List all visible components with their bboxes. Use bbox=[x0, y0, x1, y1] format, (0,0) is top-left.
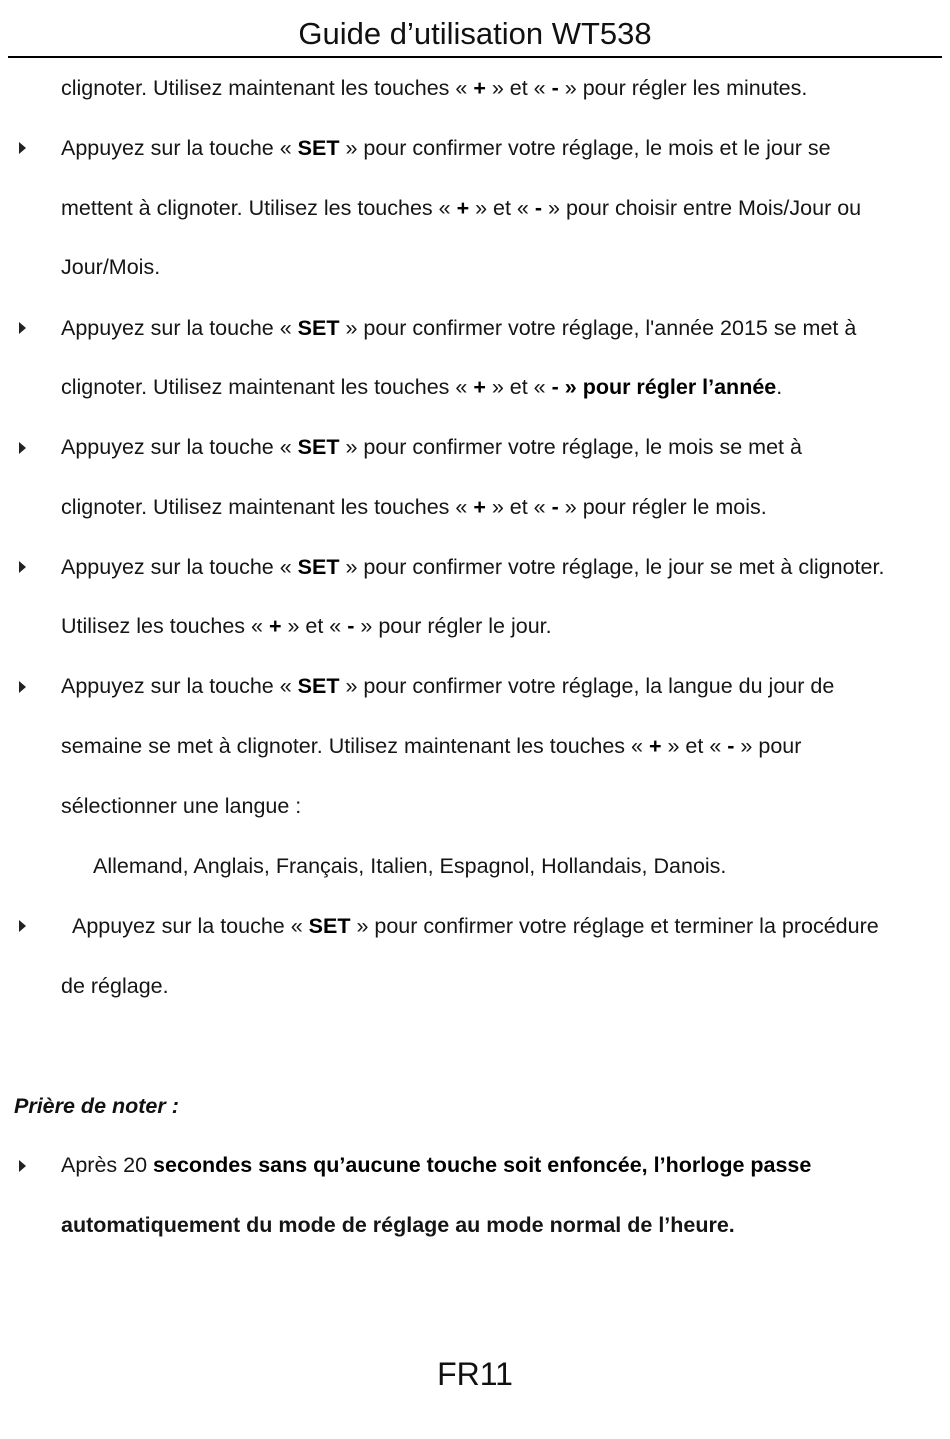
text-span: » pour régler les minutes. bbox=[558, 76, 808, 100]
text-span: » pour confirmer votre réglage, le jour se met à clignoter. bbox=[339, 555, 885, 579]
text-span: » pour confirmer votre réglage, le mois se met à bbox=[339, 435, 802, 459]
text-span: » pour confirmer votre réglage, le mois et le jour se bbox=[339, 136, 831, 160]
text-line bbox=[61, 73, 807, 103]
bullet-arrow-icon bbox=[19, 322, 26, 334]
minus-key: - bbox=[727, 734, 735, 758]
text-line bbox=[61, 731, 801, 761]
note-heading: Prière de noter : bbox=[14, 1094, 179, 1118]
bullet-arrow-icon bbox=[19, 681, 26, 693]
set-key: SET bbox=[297, 136, 340, 160]
bullet-arrow-icon bbox=[19, 142, 26, 154]
page-number: FR11 bbox=[437, 1356, 513, 1392]
text-span: Utilisez les touches « bbox=[61, 614, 269, 638]
text-line bbox=[61, 1150, 811, 1180]
text-span: sélectionner une langue : bbox=[61, 794, 302, 818]
minus-key: - bbox=[534, 196, 543, 220]
text-span: » pour choisir entre Mois/Jour ou bbox=[542, 196, 862, 220]
page-header bbox=[8, 0, 942, 58]
text-span: de réglage. bbox=[61, 974, 169, 998]
text-span: semaine se met à clignoter. Utilisez maintenant les touches « bbox=[61, 734, 649, 758]
text-line bbox=[61, 432, 802, 462]
page-title: Guide d’utilisation WT538 bbox=[298, 16, 652, 51]
set-key: SET bbox=[297, 555, 340, 579]
text-span: » et « bbox=[661, 734, 728, 758]
plus-key: + bbox=[268, 614, 282, 638]
text-line bbox=[61, 791, 301, 821]
bold-phrase: secondes sans qu’aucune touche soit enfoncée, l’horloge passe bbox=[153, 1153, 812, 1177]
text-line bbox=[61, 193, 861, 223]
text-span: clignoter. Utilisez maintenant les touches « bbox=[61, 495, 474, 519]
text-span: » pour confirmer votre réglage, l'année 2015 se met à bbox=[339, 316, 857, 340]
minus-key: - bbox=[551, 76, 559, 100]
plus-key: + bbox=[473, 495, 486, 519]
minus-key: - bbox=[551, 495, 559, 519]
text-span: » pour régler le mois. bbox=[558, 495, 767, 519]
text-line bbox=[72, 911, 879, 941]
text-span: Appuyez sur la touche « bbox=[61, 316, 298, 340]
bullet-arrow-icon bbox=[19, 1160, 26, 1172]
text-span: Appuyez sur la touche « bbox=[61, 136, 298, 160]
text-span: Appuyez sur la touche « bbox=[61, 555, 298, 579]
plus-key: + bbox=[648, 734, 662, 758]
text-span: Appuyez sur la touche « bbox=[72, 914, 309, 938]
text-line bbox=[61, 492, 767, 522]
text-line bbox=[61, 552, 884, 582]
set-key: SET bbox=[297, 435, 340, 459]
plus-key: + bbox=[456, 196, 470, 220]
language-list bbox=[93, 851, 726, 881]
text-line bbox=[61, 611, 552, 641]
text-line bbox=[61, 671, 834, 701]
text-line bbox=[61, 971, 169, 1001]
text-line bbox=[61, 133, 831, 163]
text-line bbox=[61, 252, 160, 282]
minus-key: - bbox=[347, 614, 355, 638]
text-span: » pour confirmer votre réglage et terminer la procédure bbox=[350, 914, 879, 938]
text-span: » pour confirmer votre réglage, la langue du jour de bbox=[339, 674, 835, 698]
text-span: » et « bbox=[281, 614, 348, 638]
text-line bbox=[61, 1210, 735, 1240]
text-span: » et « bbox=[469, 196, 535, 220]
set-key: SET bbox=[297, 316, 340, 340]
bullet-arrow-icon bbox=[19, 561, 26, 573]
text-span: » et « bbox=[485, 375, 552, 399]
text-span: clignoter. Utilisez maintenant les touches « bbox=[61, 375, 474, 399]
text-line bbox=[61, 313, 856, 343]
text-span: » et « bbox=[485, 76, 552, 100]
bullet-arrow-icon bbox=[19, 920, 26, 932]
text-line bbox=[61, 372, 782, 402]
text-span: Après 20 bbox=[61, 1153, 154, 1177]
text-span: Appuyez sur la touche « bbox=[61, 435, 298, 459]
text-span: » et « bbox=[485, 495, 552, 519]
text-span: » pour bbox=[734, 734, 802, 758]
text-span: automatiquement du mode de réglage au mode normal de l’heure. bbox=[61, 1213, 735, 1237]
text-span: mettent à clignoter. Utilisez les touches « bbox=[61, 196, 457, 220]
plus-key: + bbox=[473, 375, 486, 399]
text-span: Jour/Mois. bbox=[61, 255, 161, 279]
bullet-arrow-icon bbox=[19, 442, 26, 454]
set-key: SET bbox=[308, 914, 351, 938]
text-span: » pour régler le jour. bbox=[354, 614, 552, 638]
text-span: Appuyez sur la touche « bbox=[61, 674, 298, 698]
text-span: Allemand, Anglais, Français, Italien, Espagnol, Hollandais, Danois. bbox=[93, 854, 727, 878]
set-key: SET bbox=[297, 674, 340, 698]
text-span: . bbox=[776, 375, 783, 399]
plus-key: + bbox=[473, 76, 486, 100]
bold-phrase: - » pour régler l’année bbox=[551, 375, 777, 399]
text-span: clignoter. Utilisez maintenant les touches « bbox=[61, 76, 474, 100]
